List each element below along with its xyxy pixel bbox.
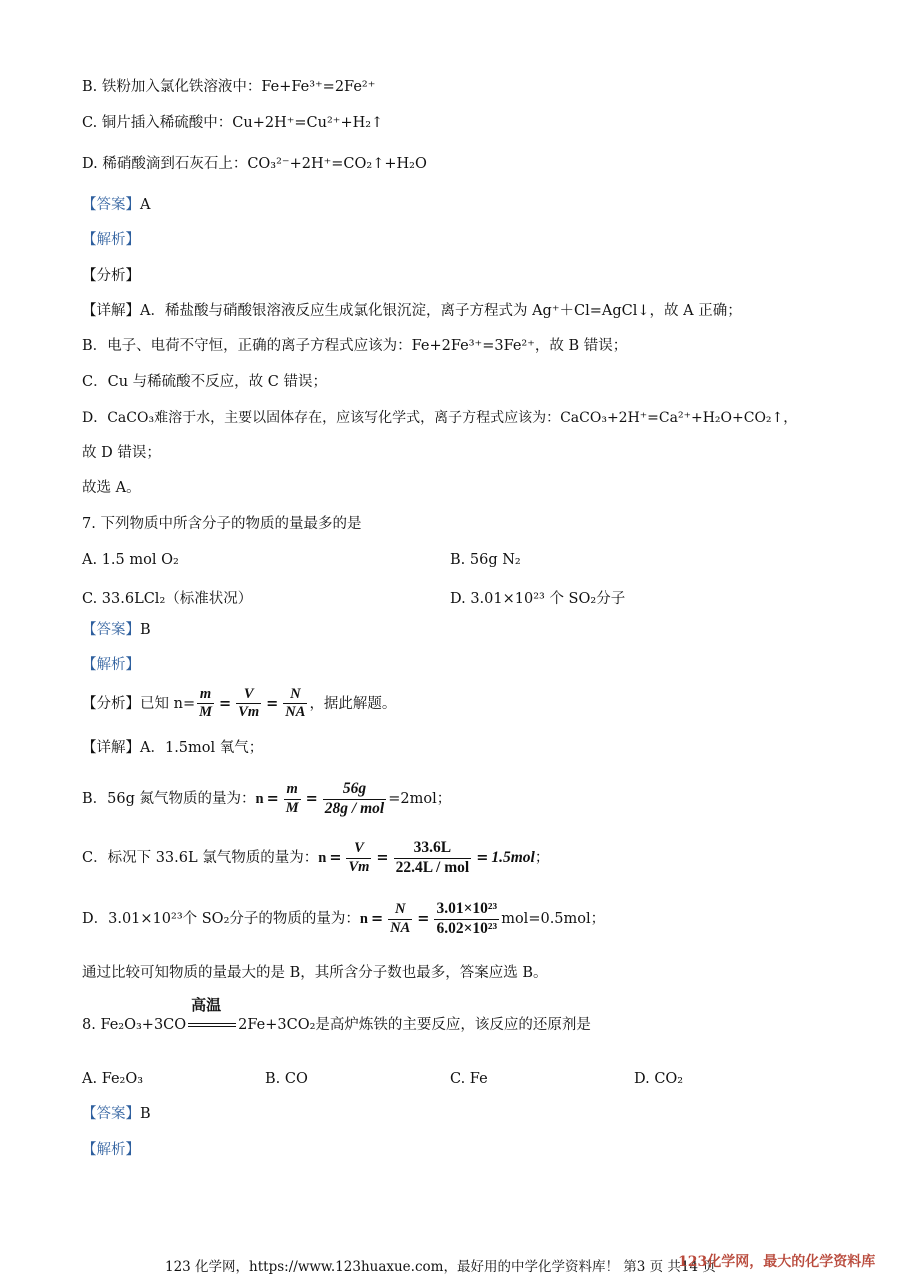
- q7-stem: 7. 下列物质中所含分子的物质的量最多的是: [82, 516, 362, 532]
- detail-d-post: mol=0.5mol；: [501, 911, 606, 928]
- q8-stem: [82, 996, 591, 1034]
- q7-jiexi: 【解析】: [82, 657, 140, 673]
- detail-c-post: ；: [534, 850, 550, 867]
- watermark: 123化学网，最大的化学资料库: [678, 1254, 876, 1270]
- q7-option-c: C. 33.6LCl₂（标准状况）: [82, 591, 253, 607]
- fenxi-pre: 【分析】已知 n=: [82, 695, 196, 712]
- q6-option-d: D. 稀硝酸滴到石灰石上：CO₃²⁻+2H⁺=CO₂↑+H₂O: [82, 156, 427, 172]
- q8-option-a: A. Fe₂O₃: [82, 1071, 144, 1087]
- answer-tag: 【答案】: [82, 622, 140, 638]
- q7-detail-a: 【详解】A．1.5mol 氧气；: [82, 740, 264, 756]
- q6-option-c: C. 铜片插入稀硫酸中：Cu+2H⁺=Cu²⁺+H₂↑: [82, 115, 384, 131]
- q6-option-b: B. 铁粉加入氯化铁溶液中：Fe+Fe³⁺=2Fe²⁺: [82, 79, 376, 95]
- formula-frac: $\frac{N}{NA}$: [390, 901, 411, 936]
- detail-b-post: =2mol；: [388, 791, 452, 808]
- formula-frac: $\frac{\text{3.01×10²³}}{\text{6.02×10²³}}$: [436, 900, 498, 937]
- formula-frac: $\frac{N}{NA}$: [285, 686, 306, 721]
- q7-option-a: A. 1.5 mol O₂: [82, 552, 179, 568]
- fenxi-post: ，据此解题。: [309, 695, 397, 712]
- q7-fenxi: 【分析】已知 n= $\frac{m}{M}$ = $\frac{V}{Vm}$ = $\frac{N}{NA}$ ，据此解题。: [82, 686, 397, 721]
- q8-jiexi: 【解析】: [82, 1142, 140, 1158]
- q7-option-b: B. 56g N₂: [450, 552, 521, 568]
- formula-frac: $\frac{m}{M}$: [199, 686, 213, 721]
- q7-detail-d: D．3.01×10²³个 SO₂分子的物质的量为：n = $\frac{N}{NA}$ = $\frac{\text{3.01×10²³}}{\text{6.02×10²³}}$ mol=0.5mol；: [82, 900, 606, 937]
- formula-frac: $\frac{56g}{\text{28g / mol}}$: [324, 780, 385, 817]
- q6-answer: [82, 197, 150, 214]
- q6-detail-d2: 故 D 错误；: [82, 445, 161, 461]
- q6-detail-b: B．电子、电荷不守恒，正确的离子方程式应该为：Fe+2Fe³⁺=3Fe²⁺，故 B 错误；: [82, 338, 628, 354]
- q7-summary: 通过比较可知物质的量最大的是 B，其所含分子数也最多，答案应选 B。: [82, 965, 548, 981]
- formula-frac: $\frac{m}{M}$: [285, 781, 299, 816]
- answer-tag: 【答案】: [82, 197, 140, 213]
- answer-tag: 【答案】: [82, 1106, 140, 1122]
- detail-d-pre: D．3.01×10²³个 SO₂分子的物质的量为：: [82, 911, 360, 928]
- q6-conclusion: 故选 A。: [82, 480, 141, 496]
- q7-detail-c: C．标况下 33.6L 氯气物质的量为：n = $\frac{V}{Vm}$ = $\frac{33.6L}{\text{22.4L / mol}}$ = 1.5mol；: [82, 839, 550, 876]
- detail-b-pre: B．56g 氮气物质的量为：: [82, 791, 256, 808]
- answer-value: B: [140, 622, 151, 638]
- reaction-condition: 高温: [188, 1018, 236, 1032]
- q6-jiexi: 【解析】: [82, 232, 140, 248]
- q8-option-c: C. Fe: [450, 1071, 488, 1087]
- formula-frac: $\frac{V}{Vm}$: [238, 686, 260, 721]
- q8-answer: [82, 1106, 151, 1123]
- q6-detail-c: C．Cu 与稀硫酸不反应，故 C 错误；: [82, 374, 327, 390]
- formula-frac: $\frac{33.6L}{\text{22.4L / mol}}$: [395, 839, 470, 876]
- answer-value: A: [140, 197, 151, 213]
- q7-option-d: D. 3.01×10²³ 个 SO₂分子: [450, 591, 626, 607]
- answer-value: B: [140, 1106, 151, 1122]
- q7-detail-b: B．56g 氮气物质的量为：n = $\frac{m}{M}$ = $\frac{56g}{\text{28g / mol}}$ =2mol；: [82, 780, 452, 817]
- q7-answer: [82, 622, 151, 639]
- q8-stem-post: 2Fe+3CO₂是高炉炼铁的主要反应，该反应的还原剂是: [238, 1017, 591, 1033]
- q8-stem-pre: 8. Fe₂O₃+3CO: [82, 1017, 187, 1033]
- q8-option-b: B. CO: [265, 1071, 308, 1087]
- q6-fenxi: 【分析】: [82, 268, 140, 284]
- q6-detail-d: D．CaCO₃难溶于水，主要以固体存在，应该写化学式，离子方程式应该为：CaCO₃+2H⁺=Ca²⁺+H₂O+CO₂↑，: [82, 410, 798, 426]
- q8-option-d: D. CO₂: [634, 1071, 684, 1087]
- detail-c-pre: C．标况下 33.6L 氯气物质的量为：: [82, 850, 319, 867]
- formula-frac: $\frac{V}{Vm}$: [348, 840, 370, 875]
- page-footer: 123 化学网，https://www.123huaxue.com，最好用的中学化学资料库！ 第3 页 共14 页: [165, 1259, 716, 1275]
- q6-detail-a: 【详解】A．稀盐酸与硝酸银溶液反应生成氯化银沉淀，离子方程式为 Ag⁺＋Cl=AgCl↓，故 A 正确；: [82, 303, 742, 319]
